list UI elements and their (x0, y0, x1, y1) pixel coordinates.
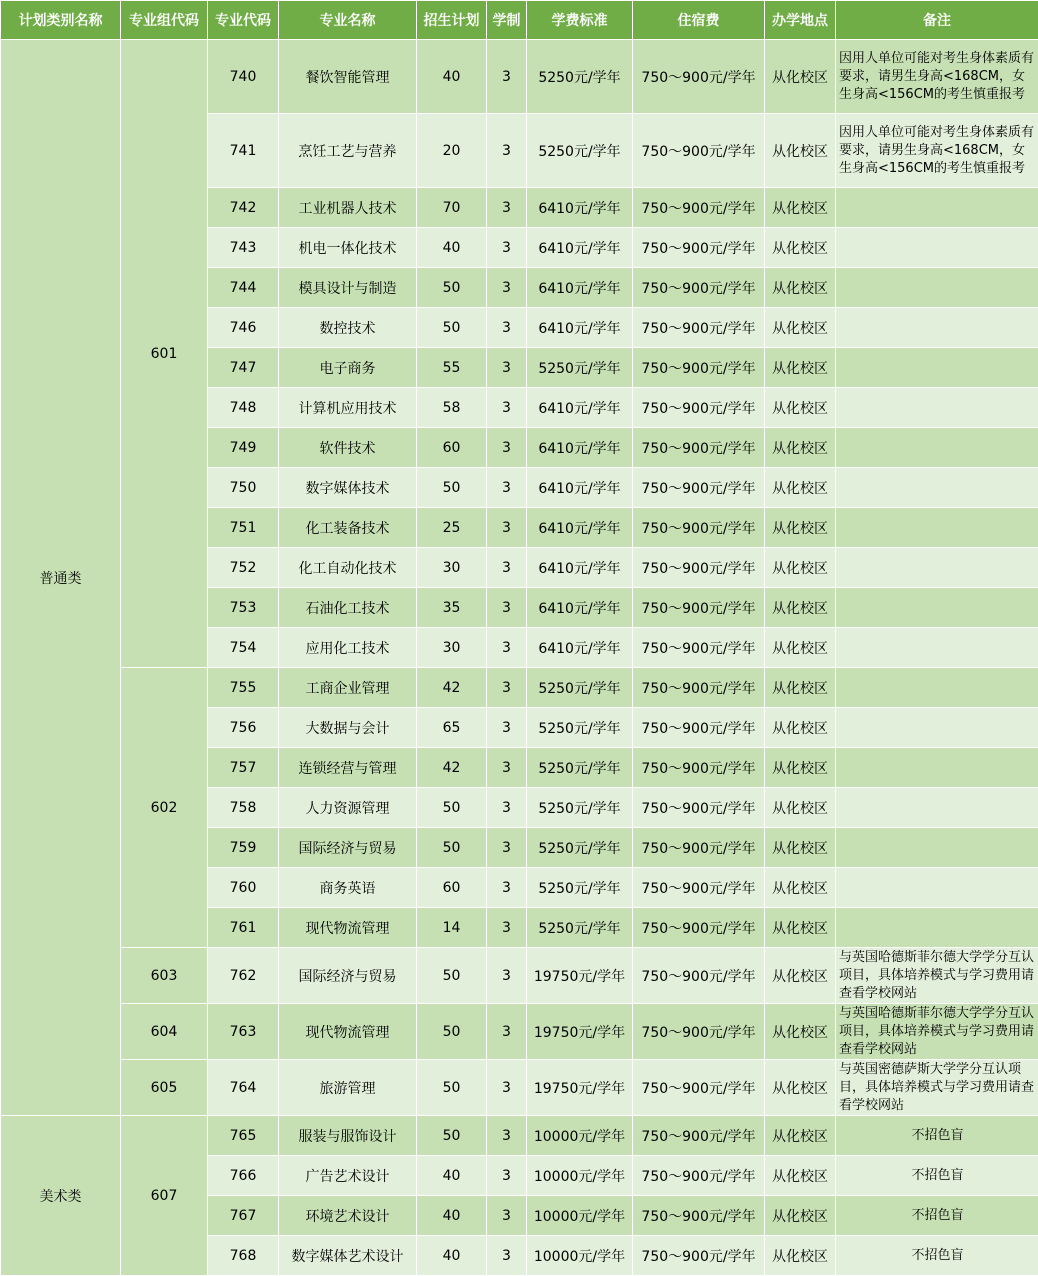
note-cell (836, 708, 1038, 748)
header-category: 计划类别名称 (1, 1, 121, 40)
campus-cell: 从化校区 (765, 948, 836, 1004)
note-cell: 与英国哈德斯菲尔德大学学分互认项目，具体培养模式与学习费用请查看学校网站 (836, 948, 1038, 1004)
dorm-fee-cell: 750～900元/学年 (633, 1156, 765, 1196)
header-plan: 招生计划 (417, 1, 487, 40)
campus-cell: 从化校区 (765, 788, 836, 828)
tuition-cell: 5250元/学年 (527, 348, 633, 388)
plan-cell: 65 (417, 708, 487, 748)
major-code-cell: 767 (208, 1196, 279, 1236)
major-code-cell: 757 (208, 748, 279, 788)
major-name-cell: 人力资源管理 (279, 788, 417, 828)
note-cell: 因用人单位可能对考生身体素质有要求，请男生身高<168CM，女生身高<156CM的考生慎重报考 (836, 114, 1038, 188)
group-code-cell: 603 (121, 948, 208, 1004)
header-dorm-fee: 住宿费 (633, 1, 765, 40)
years-cell: 3 (487, 308, 527, 348)
header-major-name: 专业名称 (279, 1, 417, 40)
major-name-cell: 广告艺术设计 (279, 1156, 417, 1196)
header-group-code: 专业组代码 (121, 1, 208, 40)
years-cell: 3 (487, 908, 527, 948)
dorm-fee-cell: 750～900元/学年 (633, 468, 765, 508)
tuition-cell: 6410元/学年 (527, 308, 633, 348)
note-cell (836, 188, 1038, 228)
note-cell: 因用人单位可能对考生身体素质有要求，请男生身高<168CM，女生身高<156CM的考生慎重报考 (836, 40, 1038, 114)
dorm-fee-cell: 750～900元/学年 (633, 548, 765, 588)
dorm-fee-cell: 750～900元/学年 (633, 348, 765, 388)
major-name-cell: 数字媒体技术 (279, 468, 417, 508)
campus-cell: 从化校区 (765, 868, 836, 908)
major-name-cell: 连锁经营与管理 (279, 748, 417, 788)
note-cell (836, 388, 1038, 428)
header-campus: 办学地点 (765, 1, 836, 40)
category-cell: 普通类 (1, 40, 121, 1116)
plan-cell: 30 (417, 548, 487, 588)
years-cell: 3 (487, 828, 527, 868)
tuition-cell: 5250元/学年 (527, 40, 633, 114)
years-cell: 3 (487, 668, 527, 708)
campus-cell: 从化校区 (765, 748, 836, 788)
major-code-cell: 752 (208, 548, 279, 588)
major-name-cell: 化工自动化技术 (279, 548, 417, 588)
years-cell: 3 (487, 628, 527, 668)
campus-cell: 从化校区 (765, 114, 836, 188)
campus-cell: 从化校区 (765, 308, 836, 348)
group-code-cell: 601 (121, 40, 208, 668)
tuition-cell: 10000元/学年 (527, 1236, 633, 1276)
group-code-cell: 602 (121, 668, 208, 948)
campus-cell: 从化校区 (765, 1116, 836, 1156)
table-row (1, 668, 1038, 708)
major-code-cell: 748 (208, 388, 279, 428)
campus-cell: 从化校区 (765, 548, 836, 588)
major-name-cell: 旅游管理 (279, 1060, 417, 1116)
tuition-cell: 10000元/学年 (527, 1116, 633, 1156)
note-cell (836, 588, 1038, 628)
tuition-cell: 6410元/学年 (527, 548, 633, 588)
note-cell (836, 308, 1038, 348)
group-code-cell: 604 (121, 1004, 208, 1060)
note-cell (836, 268, 1038, 308)
plan-cell: 58 (417, 388, 487, 428)
major-name-cell: 石油化工技术 (279, 588, 417, 628)
major-name-cell: 工商企业管理 (279, 668, 417, 708)
table-row (1, 40, 1038, 114)
note-cell (836, 468, 1038, 508)
major-name-cell: 现代物流管理 (279, 908, 417, 948)
major-name-cell: 计算机应用技术 (279, 388, 417, 428)
major-name-cell: 电子商务 (279, 348, 417, 388)
years-cell: 3 (487, 1236, 527, 1276)
tuition-cell: 5250元/学年 (527, 748, 633, 788)
plan-cell: 35 (417, 588, 487, 628)
major-code-cell: 742 (208, 188, 279, 228)
tuition-cell: 19750元/学年 (527, 1060, 633, 1116)
plan-cell: 50 (417, 308, 487, 348)
campus-cell: 从化校区 (765, 508, 836, 548)
note-cell (836, 428, 1038, 468)
plan-cell: 40 (417, 1236, 487, 1276)
dorm-fee-cell: 750～900元/学年 (633, 668, 765, 708)
note-cell (836, 828, 1038, 868)
major-name-cell: 机电一体化技术 (279, 228, 417, 268)
plan-cell: 25 (417, 508, 487, 548)
plan-cell: 70 (417, 188, 487, 228)
plan-cell: 50 (417, 1004, 487, 1060)
note-cell: 不招色盲 (836, 1196, 1038, 1236)
dorm-fee-cell: 750～900元/学年 (633, 908, 765, 948)
dorm-fee-cell: 750～900元/学年 (633, 788, 765, 828)
note-cell: 不招色盲 (836, 1156, 1038, 1196)
dorm-fee-cell: 750～900元/学年 (633, 828, 765, 868)
major-name-cell: 现代物流管理 (279, 1004, 417, 1060)
plan-cell: 42 (417, 748, 487, 788)
tuition-cell: 6410元/学年 (527, 588, 633, 628)
plan-cell: 42 (417, 668, 487, 708)
years-cell: 3 (487, 788, 527, 828)
note-cell (836, 748, 1038, 788)
tuition-cell: 6410元/学年 (527, 468, 633, 508)
major-name-cell: 软件技术 (279, 428, 417, 468)
years-cell: 3 (487, 388, 527, 428)
tuition-cell: 5250元/学年 (527, 868, 633, 908)
table-row (1, 1116, 1038, 1156)
years-cell: 3 (487, 1116, 527, 1156)
dorm-fee-cell: 750～900元/学年 (633, 388, 765, 428)
tuition-cell: 5250元/学年 (527, 668, 633, 708)
campus-cell: 从化校区 (765, 908, 836, 948)
dorm-fee-cell: 750～900元/学年 (633, 1004, 765, 1060)
years-cell: 3 (487, 868, 527, 908)
tuition-cell: 19750元/学年 (527, 948, 633, 1004)
group-code-cell: 605 (121, 1060, 208, 1116)
note-cell (836, 228, 1038, 268)
plan-cell: 40 (417, 1196, 487, 1236)
years-cell: 3 (487, 948, 527, 1004)
years-cell: 3 (487, 748, 527, 788)
campus-cell: 从化校区 (765, 708, 836, 748)
dorm-fee-cell: 750～900元/学年 (633, 708, 765, 748)
tuition-cell: 19750元/学年 (527, 1004, 633, 1060)
major-name-cell: 商务英语 (279, 868, 417, 908)
campus-cell: 从化校区 (765, 1060, 836, 1116)
note-cell (836, 628, 1038, 668)
tuition-cell: 6410元/学年 (527, 508, 633, 548)
campus-cell: 从化校区 (765, 628, 836, 668)
table-row (1, 1060, 1038, 1116)
table-body (1, 40, 1038, 1276)
note-cell (836, 908, 1038, 948)
campus-cell: 从化校区 (765, 40, 836, 114)
plan-cell: 20 (417, 114, 487, 188)
tuition-cell: 5250元/学年 (527, 114, 633, 188)
note-cell (836, 348, 1038, 388)
major-name-cell: 化工装备技术 (279, 508, 417, 548)
years-cell: 3 (487, 708, 527, 748)
tuition-cell: 10000元/学年 (527, 1196, 633, 1236)
dorm-fee-cell: 750～900元/学年 (633, 1060, 765, 1116)
plan-cell: 14 (417, 908, 487, 948)
tuition-cell: 5250元/学年 (527, 828, 633, 868)
plan-cell: 50 (417, 788, 487, 828)
years-cell: 3 (487, 268, 527, 308)
tuition-cell: 6410元/学年 (527, 228, 633, 268)
header-years: 学制 (487, 1, 527, 40)
table-row (1, 1004, 1038, 1060)
tuition-cell: 5250元/学年 (527, 708, 633, 748)
group-code-cell: 607 (121, 1116, 208, 1276)
plan-cell: 50 (417, 948, 487, 1004)
plan-cell: 60 (417, 868, 487, 908)
header-row (1, 1, 1038, 40)
dorm-fee-cell: 750～900元/学年 (633, 428, 765, 468)
major-name-cell: 烹饪工艺与营养 (279, 114, 417, 188)
campus-cell: 从化校区 (765, 1236, 836, 1276)
dorm-fee-cell: 750～900元/学年 (633, 508, 765, 548)
years-cell: 3 (487, 1156, 527, 1196)
tuition-cell: 10000元/学年 (527, 1156, 633, 1196)
dorm-fee-cell: 750～900元/学年 (633, 948, 765, 1004)
campus-cell: 从化校区 (765, 228, 836, 268)
major-code-cell: 756 (208, 708, 279, 748)
major-name-cell: 餐饮智能管理 (279, 40, 417, 114)
note-cell (836, 548, 1038, 588)
plan-cell: 50 (417, 1116, 487, 1156)
major-code-cell: 744 (208, 268, 279, 308)
dorm-fee-cell: 750～900元/学年 (633, 188, 765, 228)
dorm-fee-cell: 750～900元/学年 (633, 268, 765, 308)
plan-cell: 50 (417, 468, 487, 508)
note-cell: 与英国哈德斯菲尔德大学学分互认项目，具体培养模式与学习费用请查看学校网站 (836, 1004, 1038, 1060)
major-code-cell: 740 (208, 40, 279, 114)
plan-cell: 30 (417, 628, 487, 668)
major-code-cell: 763 (208, 1004, 279, 1060)
plan-cell: 40 (417, 40, 487, 114)
plan-cell: 40 (417, 228, 487, 268)
major-code-cell: 764 (208, 1060, 279, 1116)
major-name-cell: 大数据与会计 (279, 708, 417, 748)
note-cell (836, 668, 1038, 708)
tuition-cell: 6410元/学年 (527, 268, 633, 308)
major-code-cell: 766 (208, 1156, 279, 1196)
dorm-fee-cell: 750～900元/学年 (633, 868, 765, 908)
plan-cell: 55 (417, 348, 487, 388)
major-name-cell: 国际经济与贸易 (279, 948, 417, 1004)
plan-cell: 50 (417, 1060, 487, 1116)
years-cell: 3 (487, 1004, 527, 1060)
major-name-cell: 环境艺术设计 (279, 1196, 417, 1236)
years-cell: 3 (487, 40, 527, 114)
years-cell: 3 (487, 548, 527, 588)
major-code-cell: 758 (208, 788, 279, 828)
major-name-cell: 数字媒体艺术设计 (279, 1236, 417, 1276)
tuition-cell: 6410元/学年 (527, 428, 633, 468)
campus-cell: 从化校区 (765, 668, 836, 708)
major-name-cell: 应用化工技术 (279, 628, 417, 668)
category-cell: 美术类 (1, 1116, 121, 1276)
dorm-fee-cell: 750～900元/学年 (633, 748, 765, 788)
tuition-cell: 5250元/学年 (527, 788, 633, 828)
years-cell: 3 (487, 468, 527, 508)
campus-cell: 从化校区 (765, 468, 836, 508)
years-cell: 3 (487, 508, 527, 548)
major-code-cell: 755 (208, 668, 279, 708)
campus-cell: 从化校区 (765, 188, 836, 228)
dorm-fee-cell: 750～900元/学年 (633, 1236, 765, 1276)
plan-cell: 50 (417, 268, 487, 308)
years-cell: 3 (487, 428, 527, 468)
major-name-cell: 服装与服饰设计 (279, 1116, 417, 1156)
major-name-cell: 国际经济与贸易 (279, 828, 417, 868)
campus-cell: 从化校区 (765, 1004, 836, 1060)
major-name-cell: 工业机器人技术 (279, 188, 417, 228)
major-code-cell: 749 (208, 428, 279, 468)
campus-cell: 从化校区 (765, 388, 836, 428)
campus-cell: 从化校区 (765, 348, 836, 388)
years-cell: 3 (487, 114, 527, 188)
campus-cell: 从化校区 (765, 1156, 836, 1196)
plan-cell: 60 (417, 428, 487, 468)
dorm-fee-cell: 750～900元/学年 (633, 628, 765, 668)
years-cell: 3 (487, 188, 527, 228)
campus-cell: 从化校区 (765, 588, 836, 628)
table-row (1, 948, 1038, 1004)
campus-cell: 从化校区 (765, 1196, 836, 1236)
header-note: 备注 (836, 1, 1038, 40)
major-code-cell: 765 (208, 1116, 279, 1156)
major-code-cell: 750 (208, 468, 279, 508)
tuition-cell: 5250元/学年 (527, 908, 633, 948)
note-cell: 与英国密德萨斯大学学分互认项目，具体培养模式与学习费用请查看学校网站 (836, 1060, 1038, 1116)
tuition-cell: 6410元/学年 (527, 628, 633, 668)
tuition-cell: 6410元/学年 (527, 188, 633, 228)
campus-cell: 从化校区 (765, 428, 836, 468)
major-code-cell: 759 (208, 828, 279, 868)
campus-cell: 从化校区 (765, 828, 836, 868)
major-code-cell: 741 (208, 114, 279, 188)
years-cell: 3 (487, 228, 527, 268)
major-code-cell: 747 (208, 348, 279, 388)
note-cell (836, 788, 1038, 828)
tuition-cell: 6410元/学年 (527, 388, 633, 428)
major-code-cell: 753 (208, 588, 279, 628)
major-code-cell: 768 (208, 1236, 279, 1276)
dorm-fee-cell: 750～900元/学年 (633, 588, 765, 628)
years-cell: 3 (487, 1196, 527, 1236)
years-cell: 3 (487, 348, 527, 388)
note-cell: 不招色盲 (836, 1236, 1038, 1276)
major-code-cell: 761 (208, 908, 279, 948)
note-cell (836, 868, 1038, 908)
major-code-cell: 762 (208, 948, 279, 1004)
note-cell (836, 508, 1038, 548)
dorm-fee-cell: 750～900元/学年 (633, 308, 765, 348)
major-code-cell: 754 (208, 628, 279, 668)
header-tuition: 学费标准 (527, 1, 633, 40)
plan-cell: 40 (417, 1156, 487, 1196)
major-name-cell: 数控技术 (279, 308, 417, 348)
major-code-cell: 743 (208, 228, 279, 268)
dorm-fee-cell: 750～900元/学年 (633, 228, 765, 268)
major-name-cell: 模具设计与制造 (279, 268, 417, 308)
plan-cell: 50 (417, 828, 487, 868)
header-major-code: 专业代码 (208, 1, 279, 40)
dorm-fee-cell: 750～900元/学年 (633, 1196, 765, 1236)
major-code-cell: 751 (208, 508, 279, 548)
years-cell: 3 (487, 588, 527, 628)
major-code-cell: 746 (208, 308, 279, 348)
major-code-cell: 760 (208, 868, 279, 908)
dorm-fee-cell: 750～900元/学年 (633, 40, 765, 114)
campus-cell: 从化校区 (765, 268, 836, 308)
note-cell: 不招色盲 (836, 1116, 1038, 1156)
dorm-fee-cell: 750～900元/学年 (633, 1116, 765, 1156)
years-cell: 3 (487, 1060, 527, 1116)
dorm-fee-cell: 750～900元/学年 (633, 114, 765, 188)
